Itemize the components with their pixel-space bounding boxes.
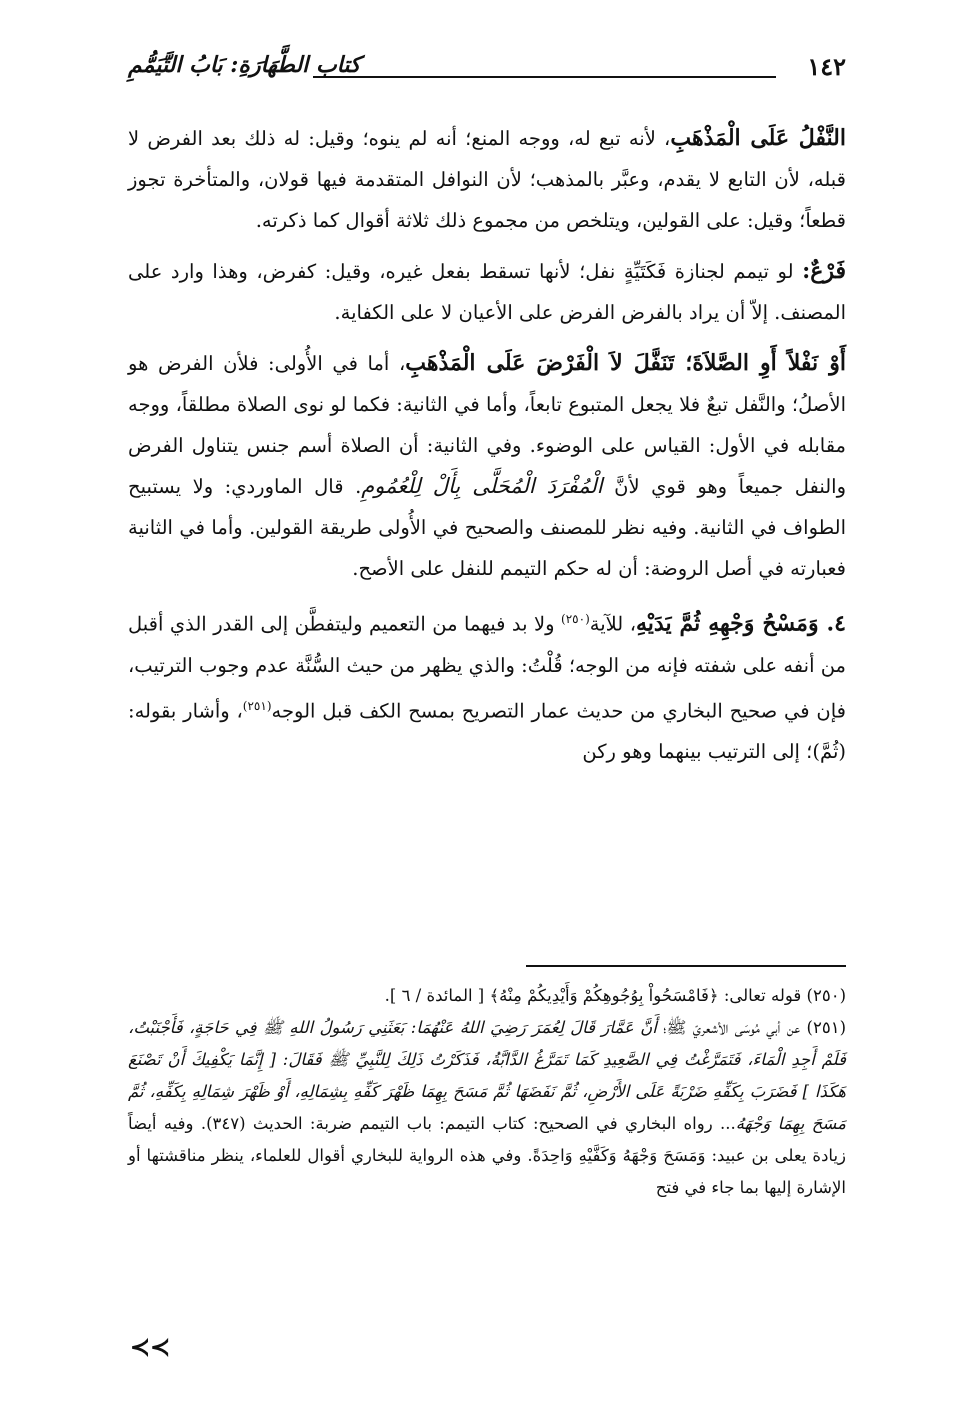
paragraph: [128, 343, 846, 589]
paragraph: [128, 118, 846, 241]
continuation-mark: ≺≺: [130, 1332, 171, 1361]
header-rule: [313, 76, 776, 78]
paragraph-text: ، وأشار بقوله: (ثُمَّ)؛ إلى الترتيب بينهما وهو ركن: [128, 699, 846, 763]
footnote: [128, 1012, 846, 1204]
footnote: [128, 980, 846, 1012]
matn-lemma: فَرْعٌ:: [802, 258, 846, 284]
footnote-ref[interactable]: (٢٥١): [242, 698, 272, 713]
footnote-text: (٢٥٠) قوله تعالى: ﴿فَامْسَحُواْ بِوُجُوهِكُمْ وَأَيْدِيكُمْ مِنْهُ﴾ [ المائدة / ٦ ].: [384, 986, 846, 1005]
running-title: كتاب الطَّهَارَةِ: بَابُ التَّيَمُّمِ: [128, 52, 361, 78]
footnote-text: ... رواه البخاري في الصحيح: كتاب التيمم: باب التيمم ضربة: الحديث (٣٤٧). وفيه أيضاً زيادة يعلى بن عبيد: وَمَسَحَ وَجْهَهُ وَكَفَّيْهِ وَاحِدَةً. وفي هذه الرواية للبخاري أقوال للعلماء، ينظر مناقشتها أو الإشارة إليها بما جاء في فتح: [128, 1114, 846, 1197]
paragraph-text: لو تيمم لجنازة فَكَتَيِّةٍ نفل؛ لأنها تسقط بفعل غيره، وقيل: كفرض، وهذا وارد على المصنف. إلاّ أن يراد بالفرض الفرض على الأعيان لا على الكفاية.: [128, 260, 846, 324]
page-header: [128, 52, 846, 92]
paragraph-text: ، للآية: [589, 612, 636, 636]
footnote-ref[interactable]: (٢٥٠): [561, 612, 590, 626]
footnote-separator: [526, 965, 846, 967]
paragraph: [128, 251, 846, 333]
paragraph-text: . قال الماوردي: ولا يستبيح الطواف في الثانية. وفيه نظر للمصنف والصحيح في الأُولى طريقة القولين. وأما في الثانية فعبارته في أصل الروضة: أن له حكم التيمم للنفل على الأصح.: [128, 475, 846, 580]
matn-lemma: ٤. وَمَسْحُ وَجْهِهِ ثُمَّ يَدَيْهِ: [636, 610, 846, 637]
page-number: ١٤٢: [807, 52, 846, 81]
paragraph-text: ولا بد فيهما من التعميم وليتفطَّن إلى القدر الذي أقبل من أنفه على شفته فإنه من الوجه؛ قُلْتُ: والذي يظهر من حيث السُّنَّة عدم وجوب الترتيب، فإن في صحيح البخاري من حديث عمار التصريح بمسح الكف قبل الوجه: [128, 612, 846, 722]
paragraph-text: ، لأنه تبع له، ووجه المنع؛ أنه لم ينوه؛ وقيل: له ذلك بعد الفرض لا قبله، لأن التابع لا يقدم، وعبَّر بالمذهب؛ لأن النوافل المتقدمة فيها قولان، والمتأخرة تجوز قطعاً؛ وقيل: على القولين، ويتلخص من مجموع ذلك ثلاثة أقوال كما ذكرته.: [128, 127, 846, 232]
hadith-text: أَنَّ عَمَّارَ قَالَ لِعُمَرَ رَضِيَ اللهُ عَنْهُمَا: بَعَثَنِي رَسُولُ اللهِ ﷺ فِي حَاجَةٍ، فَأَجْنَبْتُ، فَلَمْ أَجِدِ الْمَاءَ، فَتَمَرَّغْتُ فِي الصَّعِيدِ كَمَا تَمَرَّغُ الدَّابَّةُ، فَذَكَرْتُ ذَلِكَ لِلنَّبِيِّ ﷺ فَقَالَ: [ إِنَّمَا يَكْفِيكَ أَنْ تَصْنَعَ هَكَذَا ] فَضَرَبَ بِكَفِّهِ ضَرْبَةً عَلَى الأَرْضِ، ثُمَّ نَفَضَهَا ثُمَّ مَسَحَ بِهِمَا ظَهْرَ كَفِّهِ بِشِمَالِهِ، أَوْ ظَهْرَ شِمَالِهِ بِكَفِّهِ، ثُمَّ مَسَحَ بِهِمَا وَجْهَهُ: [128, 1018, 846, 1133]
footnotes: [128, 980, 846, 1204]
matn-lemma: أَوْ نَفْلاً أَوِ الصَّلاَةَ؛ تَنَفَّلَ لاَ الْفَرْضَ عَلَى الْمَذْهَبِ: [405, 350, 846, 376]
main-text: [128, 118, 846, 782]
matn-lemma: النَّفْلُ عَلَى الْمَذْهَبِ: [670, 125, 846, 151]
footnote-lead: (٢٥١) عن أبي مُوسَى الأشعريّ ﷺ؛: [656, 1018, 847, 1037]
paragraph-text: ، أما في الأُولى: فلأن الفرض هو الأصلُ؛ والنَّفل تبعٌ فلا يجعل المتبوع تابعاً، وأما في الثانية: فكما لو نوى الصلاة مطلقاً، ووجه مقابله في الأول: القياس على الوضوء. وفي الثانية: أن الصلاة أسم جنس يتناول الفرض والنفل جميعاً وهو قوي لأنَّ: [128, 352, 847, 498]
quoted-term: الْمُفْرَدَ الْمُحَلَّى بِأَلْ لِلْعُمُومِ: [361, 474, 603, 498]
paragraph: [128, 599, 846, 772]
